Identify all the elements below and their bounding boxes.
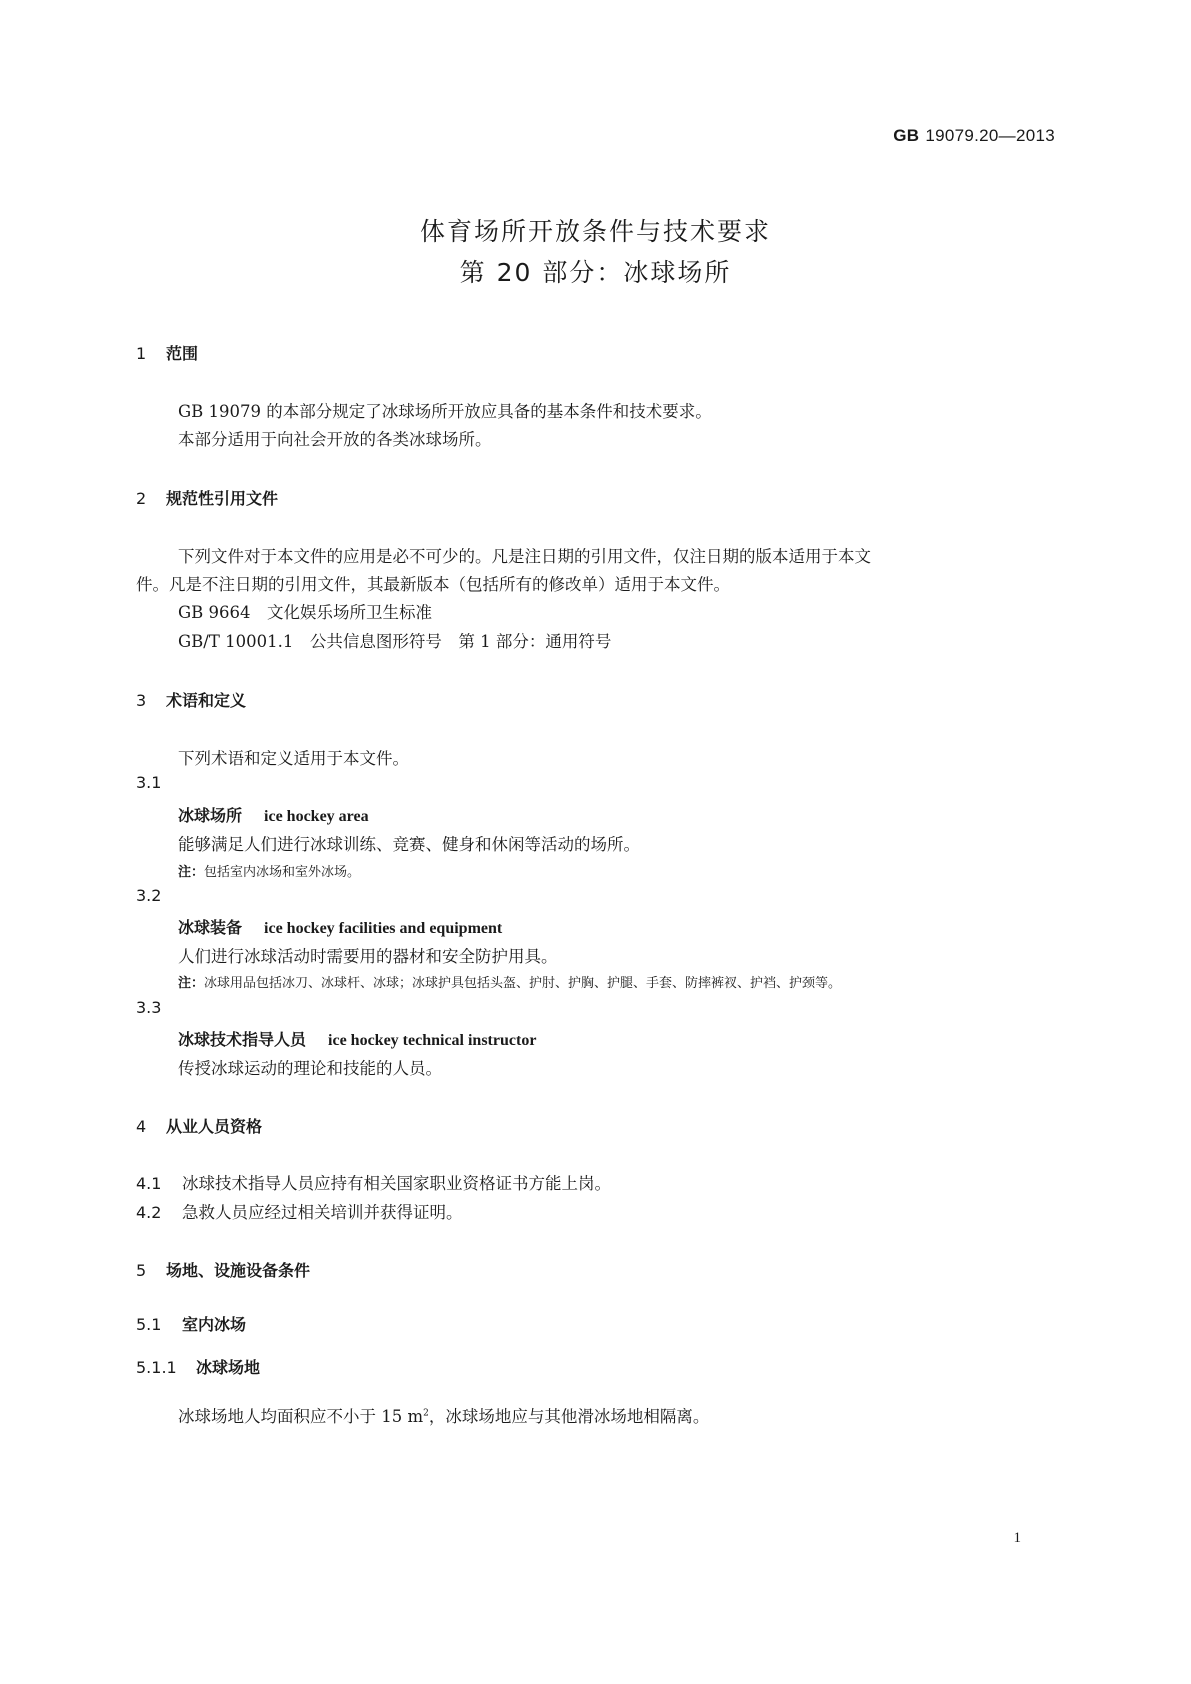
term-title bbox=[178, 803, 369, 826]
paragraph-text: 冰球场地人均面积应不小于 15 m bbox=[178, 1407, 424, 1426]
reference-item: GB 9664 文化娱乐场所卫生标准 bbox=[178, 603, 433, 622]
clause-item bbox=[136, 1199, 463, 1223]
paragraph bbox=[178, 1403, 709, 1427]
term-en: ice hockey area bbox=[264, 808, 369, 825]
section-title: 术语和定义 bbox=[166, 691, 247, 710]
standard-prefix: GB bbox=[893, 126, 920, 145]
term-note bbox=[178, 972, 841, 991]
section-title: 从业人员资格 bbox=[166, 1117, 263, 1136]
term-zh: 冰球场所 bbox=[178, 806, 243, 825]
paragraph: GB 19079 的本部分规定了冰球场所开放应具备的基本条件和技术要求。 bbox=[178, 402, 712, 421]
term-definition: 传授冰球运动的理论和技能的人员。 bbox=[178, 1059, 442, 1078]
section-3-heading bbox=[136, 688, 246, 711]
note-label: 注： bbox=[178, 865, 205, 880]
section-title: 规范性引用文件 bbox=[166, 489, 279, 508]
subsection-title: 冰球场地 bbox=[196, 1358, 261, 1377]
paragraph-text: ，冰球场地应与其他滑冰场地相隔离。 bbox=[428, 1407, 710, 1426]
section-1-heading bbox=[136, 341, 198, 364]
subsection-number: 5.1 bbox=[136, 1315, 162, 1334]
subsection-title: 室内冰场 bbox=[182, 1315, 247, 1334]
page-number: 1 bbox=[1013, 1530, 1021, 1546]
section-number: 2 bbox=[136, 489, 147, 508]
term-number: 3.2 bbox=[136, 886, 162, 905]
document-title: 体育场所开放条件与技术要求 bbox=[419, 217, 771, 246]
clause-number: 4.2 bbox=[136, 1203, 162, 1222]
section-number: 1 bbox=[136, 344, 147, 363]
term-title bbox=[178, 915, 502, 938]
subsection-number: 5.1.1 bbox=[136, 1358, 177, 1377]
subsection-5-1-1-heading bbox=[136, 1355, 260, 1378]
section-number: 3 bbox=[136, 691, 147, 710]
paragraph: 下列术语和定义适用于本文件。 bbox=[178, 749, 409, 768]
section-4-heading bbox=[136, 1114, 262, 1137]
clause-item bbox=[136, 1170, 611, 1194]
section-number: 4 bbox=[136, 1117, 147, 1136]
standard-code: 19079.20—2013 bbox=[925, 126, 1055, 145]
clause-text: 急救人员应经过相关培训并获得证明。 bbox=[182, 1203, 463, 1222]
term-en: ice hockey technical instructor bbox=[328, 1032, 537, 1049]
term-zh: 冰球装备 bbox=[178, 918, 243, 937]
section-title: 范围 bbox=[166, 344, 199, 363]
section-5-heading bbox=[136, 1258, 310, 1281]
term-definition: 能够满足人们进行冰球训练、竞赛、健身和休闲等活动的场所。 bbox=[178, 835, 640, 854]
clause-text: 冰球技术指导人员应持有相关国家职业资格证书方能上岗。 bbox=[182, 1174, 611, 1193]
section-number: 5 bbox=[136, 1261, 147, 1280]
clause-number: 4.1 bbox=[136, 1174, 162, 1193]
note-text: 包括室内冰场和室外冰场。 bbox=[204, 865, 361, 880]
superscript: 2 bbox=[423, 1408, 429, 1419]
term-definition: 人们进行冰球活动时需要用的器材和安全防护用具。 bbox=[178, 947, 558, 966]
term-number: 3.1 bbox=[136, 773, 162, 792]
subsection-5-1-heading bbox=[136, 1312, 246, 1335]
paragraph: 下列文件对于本文件的应用是必不可少的。凡是注日期的引用文件，仅注日期的版本适用于本文 bbox=[178, 547, 871, 566]
section-2-heading bbox=[136, 486, 278, 509]
term-note bbox=[178, 861, 360, 880]
term-en: ice hockey facilities and equipment bbox=[264, 920, 503, 937]
note-text: 冰球用品包括冰刀、冰球杆、冰球；冰球护具包括头盔、护肘、护胸、护腿、手套、防摔裤衩、护裆、护颈等。 bbox=[204, 976, 842, 991]
paragraph-continuation: 件。凡是不注日期的引用文件，其最新版本（包括所有的修改单）适用于本文件。 bbox=[136, 575, 730, 594]
note-label: 注： bbox=[178, 976, 205, 991]
paragraph: 本部分适用于向社会开放的各类冰球场所。 bbox=[178, 430, 492, 449]
term-number: 3.3 bbox=[136, 998, 162, 1017]
term-zh: 冰球技术指导人员 bbox=[178, 1030, 307, 1049]
document-subtitle: 第 20 部分：冰球场所 bbox=[459, 258, 732, 287]
reference-item: GB/T 10001.1 公共信息图形符号 第 1 部分：通用符号 bbox=[178, 632, 612, 651]
term-title bbox=[178, 1027, 536, 1050]
section-title: 场地、设施设备条件 bbox=[166, 1261, 311, 1280]
standard-number bbox=[893, 126, 1055, 146]
